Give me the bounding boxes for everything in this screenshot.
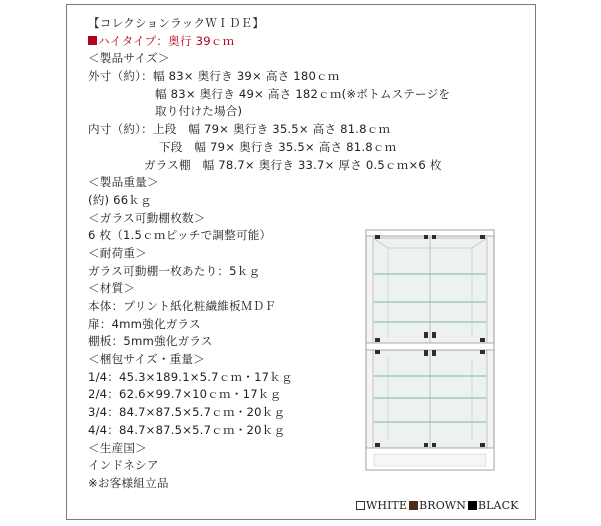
inner-size-3: ガラス棚 幅 78.7× 奥行き 33.7× 厚さ 0.5ｃｍ×6 枚 xyxy=(144,157,442,172)
load-heading: ＜耐荷重＞ xyxy=(88,245,147,260)
cabinet-svg xyxy=(360,226,500,474)
outer-size-2: 幅 83× 奥行き 49× 高さ 182ｃｍ(※ボトムステージを xyxy=(155,86,451,101)
red-square-icon xyxy=(88,36,97,45)
type-text: ハイタイプ：奥行 39ｃｍ xyxy=(98,33,235,48)
cabinet-illustration xyxy=(360,226,500,474)
brown-swatch-icon xyxy=(409,501,418,510)
color-white xyxy=(356,499,407,512)
size-heading: ＜製品サイズ＞ xyxy=(88,51,170,66)
color-white-label: WHITE xyxy=(366,499,408,512)
color-options xyxy=(356,499,520,512)
package-4: 4/4：84.7×87.5×5.7ｃｍ・20ｋｇ xyxy=(88,422,286,437)
outer-size-3: 取り付けた場合) xyxy=(155,104,243,119)
color-black xyxy=(468,499,518,512)
weight-heading: ＜製品重量＞ xyxy=(88,175,159,190)
material-door: 扉：4mm強化ガラス xyxy=(88,316,201,331)
shelves-value: 6 枚（1.5ｃｍピッチで調整可能） xyxy=(88,228,272,243)
package-heading: ＜梱包サイズ・重量＞ xyxy=(88,352,206,367)
outer-size-1: 外寸（約）：幅 83× 奥行き 39× 高さ 180ｃｍ xyxy=(88,69,340,84)
black-swatch-icon xyxy=(468,501,477,510)
load-value: ガラス可動棚一枚あたり：5ｋｇ xyxy=(88,263,261,278)
package-1: 1/4：45.3×189.1×5.7ｃｍ・17ｋｇ xyxy=(88,369,293,384)
material-heading: ＜材質＞ xyxy=(88,281,136,296)
origin-value: インドネシア xyxy=(88,458,159,473)
inner-size-1: 内寸（約）：上段 幅 79× 奥行き 35.5× 高さ 81.8ｃｍ xyxy=(88,122,391,137)
material-shelf: 棚板：5mm強化ガラス xyxy=(88,334,213,349)
package-2: 2/4：62.6×99.7×10ｃｍ・17ｋｇ xyxy=(88,387,282,402)
package-3: 3/4：84.7×87.5×5.7ｃｍ・20ｋｇ xyxy=(88,405,286,420)
white-swatch-icon xyxy=(356,501,365,510)
color-black-label: BLACK xyxy=(477,499,519,512)
color-brown xyxy=(409,499,466,512)
shelves-heading: ＜ガラス可動棚枚数＞ xyxy=(88,210,206,225)
material-body: 本体：プリント紙化粧繊維板ＭＤＦ xyxy=(88,299,277,313)
type-line xyxy=(88,33,450,51)
product-title: 【コレクションラックＷＩＤＥ】 xyxy=(88,16,265,30)
origin-heading: ＜生産国＞ xyxy=(88,440,147,455)
assembly-note: ※お客様組立品 xyxy=(88,475,169,490)
color-brown-label: BROWN xyxy=(419,499,466,512)
inner-size-2: 下段 幅 79× 奥行き 35.5× 高さ 81.8ｃｍ xyxy=(159,139,397,154)
weight-value: (約) 66ｋｇ xyxy=(88,192,152,207)
